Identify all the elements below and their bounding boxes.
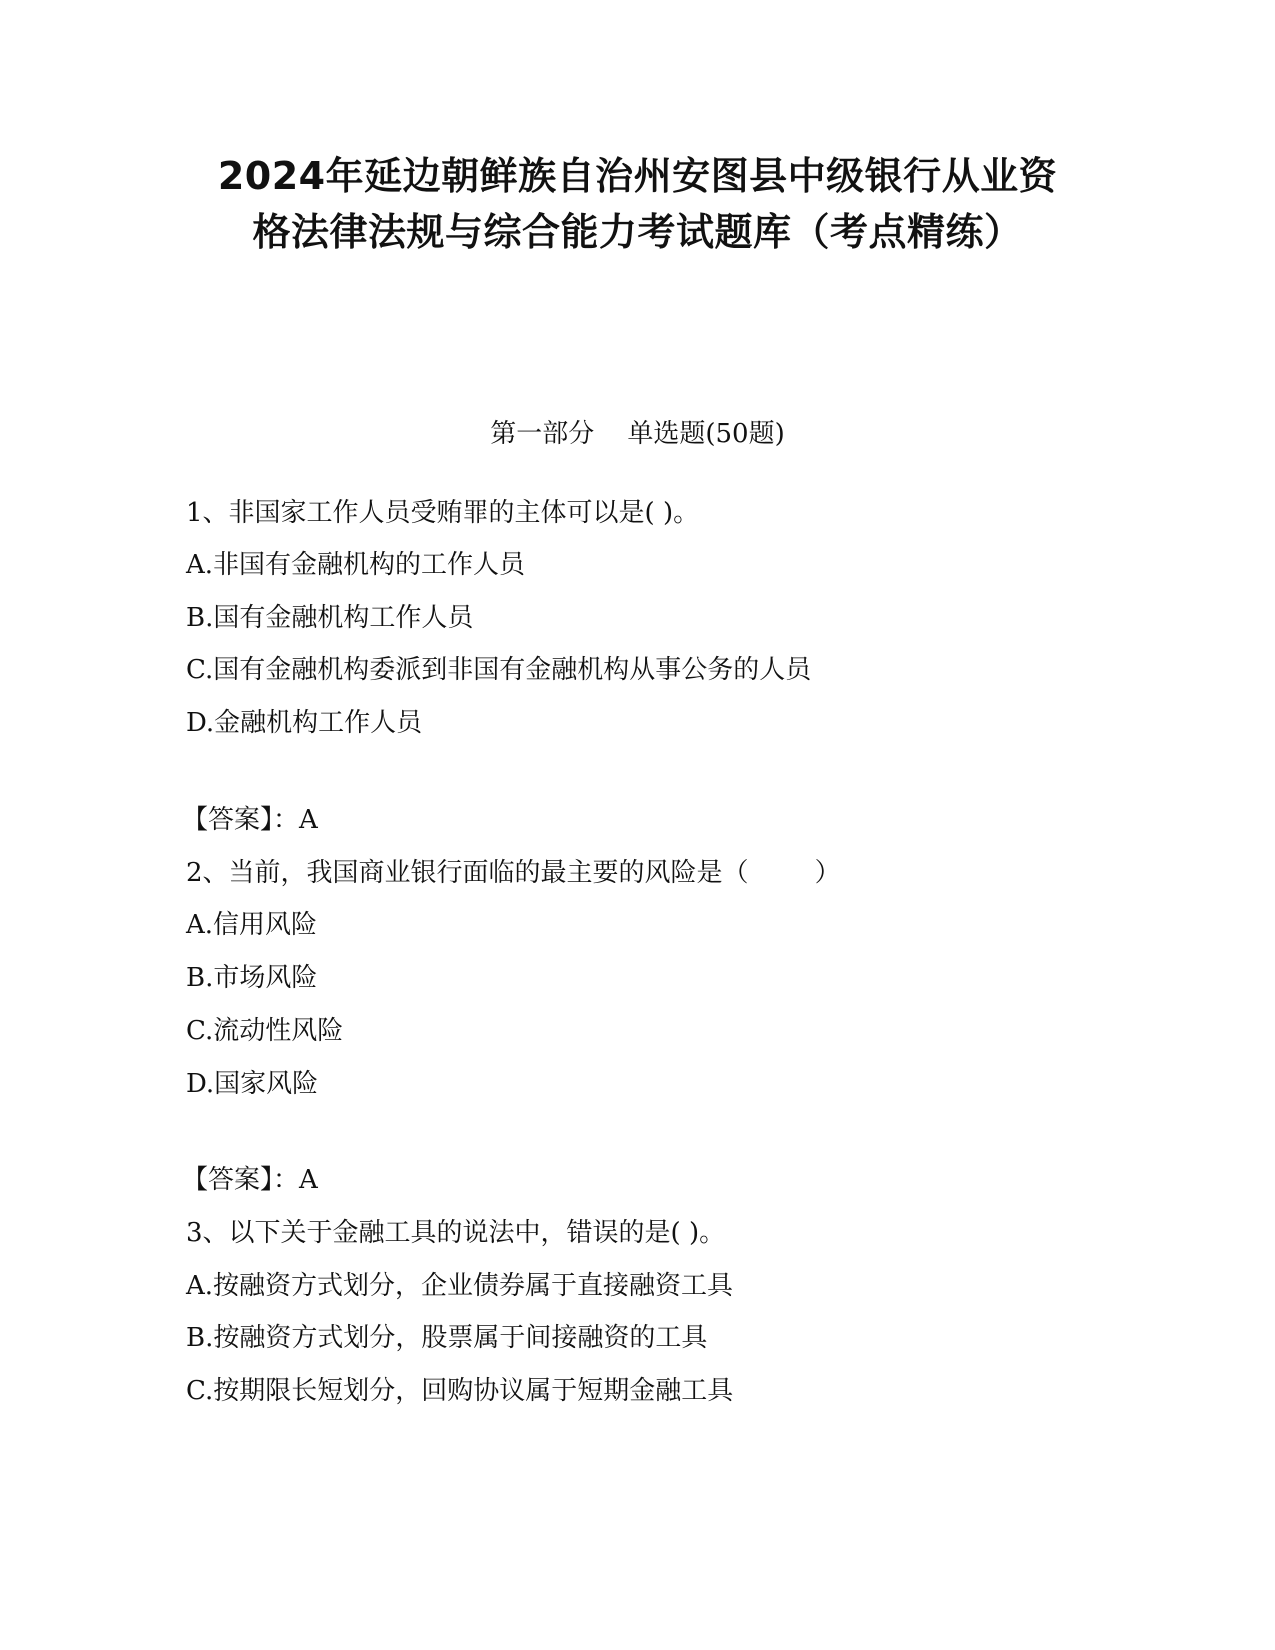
question-2-answer: 【答案】：A <box>182 1165 318 1195</box>
question-2-stem: 2、当前，我国商业银行面临的最主要的风险是（ ） <box>186 858 841 888</box>
section-heading: 第一部分 单选题(50题) <box>490 419 785 449</box>
question-2-option-b: B.市场风险 <box>186 963 318 993</box>
question-3-stem: 3、以下关于金融工具的说法中，错误的是( )。 <box>186 1218 726 1248</box>
document-title <box>120 148 1155 260</box>
question-1-option-c: C.国有金融机构委派到非国有金融机构从事公务的人员 <box>186 655 812 685</box>
question-2-option-d: D.国家风险 <box>186 1069 319 1099</box>
title-line-1: 2024年延边朝鲜族自治州安图县中级银行从业资 <box>217 154 1058 198</box>
question-1-stem: 1、非国家工作人员受贿罪的主体可以是( )。 <box>186 498 700 528</box>
question-3-option-a: A.按融资方式划分，企业债券属于直接融资工具 <box>186 1271 734 1301</box>
question-1-answer: 【答案】：A <box>182 805 318 835</box>
question-3-option-c: C.按期限长短划分，回购协议属于短期金融工具 <box>186 1376 734 1406</box>
question-1-option-b: B.国有金融机构工作人员 <box>186 603 474 633</box>
title-line-2: 格法律法规与综合能力考试题库（考点精练） <box>252 210 1023 254</box>
question-2-option-a: A.信用风险 <box>186 910 318 940</box>
question-2-option-c: C.流动性风险 <box>186 1016 344 1046</box>
question-1-option-a: A.非国有金融机构的工作人员 <box>186 550 526 580</box>
question-3-option-b: B.按融资方式划分，股票属于间接融资的工具 <box>186 1323 708 1353</box>
question-1-option-d: D.金融机构工作人员 <box>186 708 423 738</box>
